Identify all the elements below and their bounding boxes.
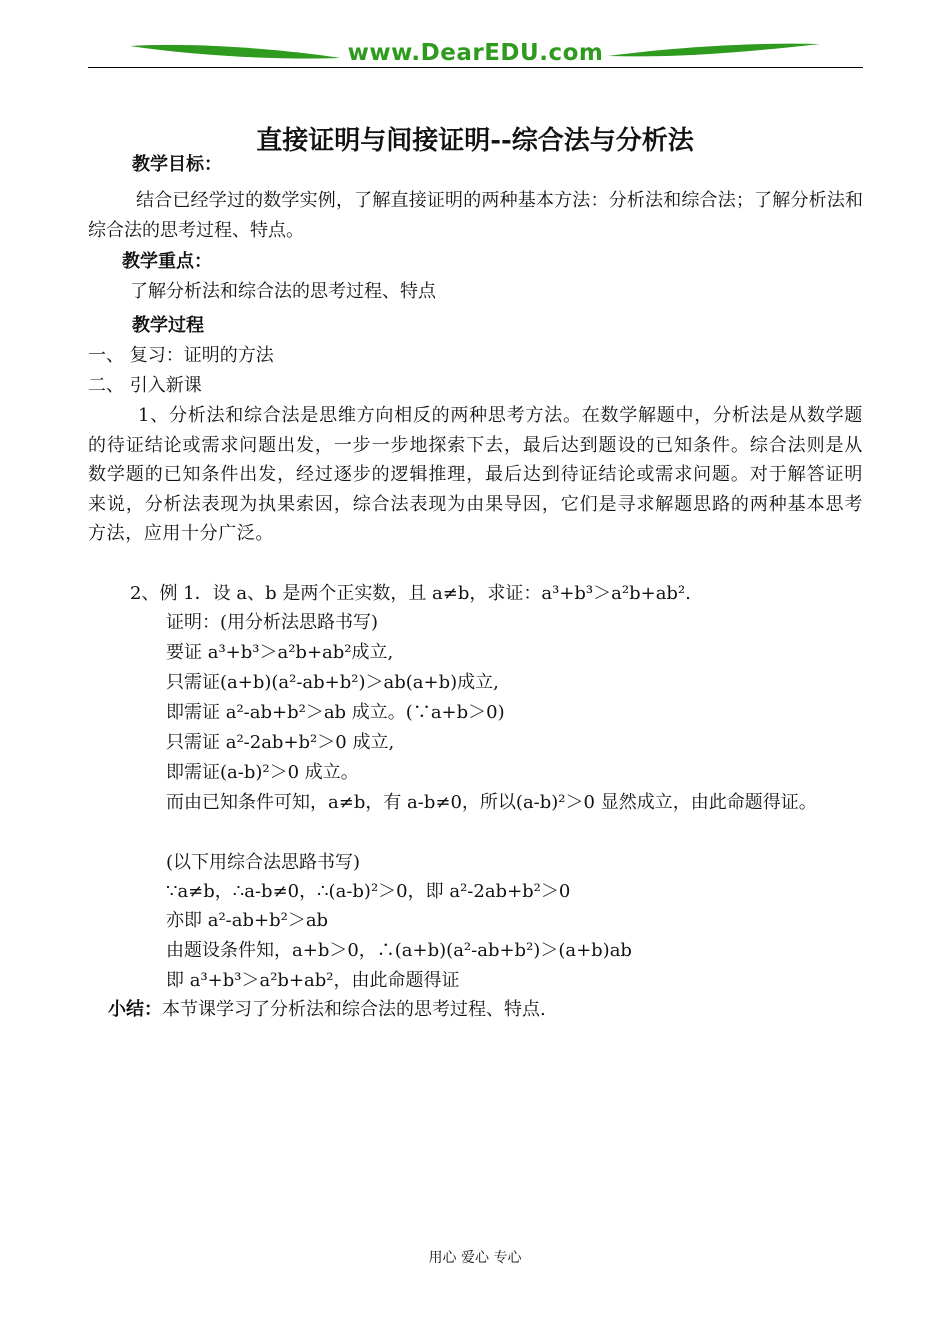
header-rule xyxy=(88,67,863,68)
proof-line: (以下用综合法思路书写) xyxy=(166,852,361,873)
goal-heading: 教学目标： xyxy=(132,154,222,175)
summary-text: 本节课学习了分析法和综合法的思考过程、特点. xyxy=(162,999,546,1020)
proof-line: ∵a≠b，∴a-b≠0，∴(a-b)²＞0，即 a²-2ab+b²＞0 xyxy=(166,881,571,902)
step-review: 一、 复习：证明的方法 xyxy=(88,345,274,366)
proof-conclusion: 而由已知条件可知，a≠b，有 a-b≠0，所以(a-b)²＞0 显然成立，由此命题得证。 xyxy=(166,792,817,813)
summary xyxy=(108,995,546,1025)
page-footer: 用心 爱心 专心 xyxy=(428,1250,522,1266)
proof-line: 由题设条件知，a+b＞0，∴(a+b)(a²-ab+b²)＞(a+b)ab xyxy=(166,940,632,961)
step-new-lesson: 二、 引入新课 xyxy=(88,375,202,396)
proof-line: 即需证(a-b)²＞0 成立。 xyxy=(166,762,359,783)
proof-line: 证明：(用分析法思路书写) xyxy=(166,612,379,633)
proof-line: 只需证 a²-2ab+b²＞0 成立, xyxy=(166,732,395,753)
focus-text: 了解分析法和综合法的思考过程、特点 xyxy=(130,281,436,302)
page-title: 直接证明与间接证明--综合法与分析法 xyxy=(256,126,694,156)
summary-label: 小结： xyxy=(108,999,162,1020)
proof-line: 即 a³+b³＞a²b+ab²，由此命题得证 xyxy=(166,970,460,991)
proof-line: 只需证(a+b)(a²-ab+b²)＞ab(a+b)成立, xyxy=(166,672,499,693)
intro-paragraph: 1、分析法和综合法是思维方向相反的两种思考方法。在数学解题中，分析法是从数学题的待证结论或需求问题出发，一步一步地探索下去，最后达到题设的已知条件。综合法则是从数学题的已知条件出发，经过逐步的逻辑推理，最后达到待证结论或需求问题。对于解答证明来说，分析法表现为执果索因，综合法表现为由果导因，它们是寻求解题思路的两种基本思考方法，应用十分广泛。 xyxy=(88,405,863,544)
site-logo[interactable]: www.DearEDU.com xyxy=(347,40,604,66)
site-header xyxy=(88,38,863,70)
proof-line: 亦即 a²-ab+b²＞ab xyxy=(166,910,329,931)
example-statement: 2、例 1．设 a、b 是两个正实数，且 a≠b，求证：a³+b³＞a²b+ab². xyxy=(130,583,691,604)
goal-text: 结合已经学过的数学实例，了解直接证明的两种基本方法：分析法和综合法；了解分析法和综合法的思考过程、特点。 xyxy=(88,190,863,241)
proof-line: 即需证 a²-ab+b²＞ab 成立。(∵a+b＞0) xyxy=(166,702,505,723)
process-heading: 教学过程 xyxy=(132,315,204,336)
proof-line: 要证 a³+b³＞a²b+ab²成立, xyxy=(166,642,394,663)
focus-heading: 教学重点： xyxy=(122,251,212,272)
